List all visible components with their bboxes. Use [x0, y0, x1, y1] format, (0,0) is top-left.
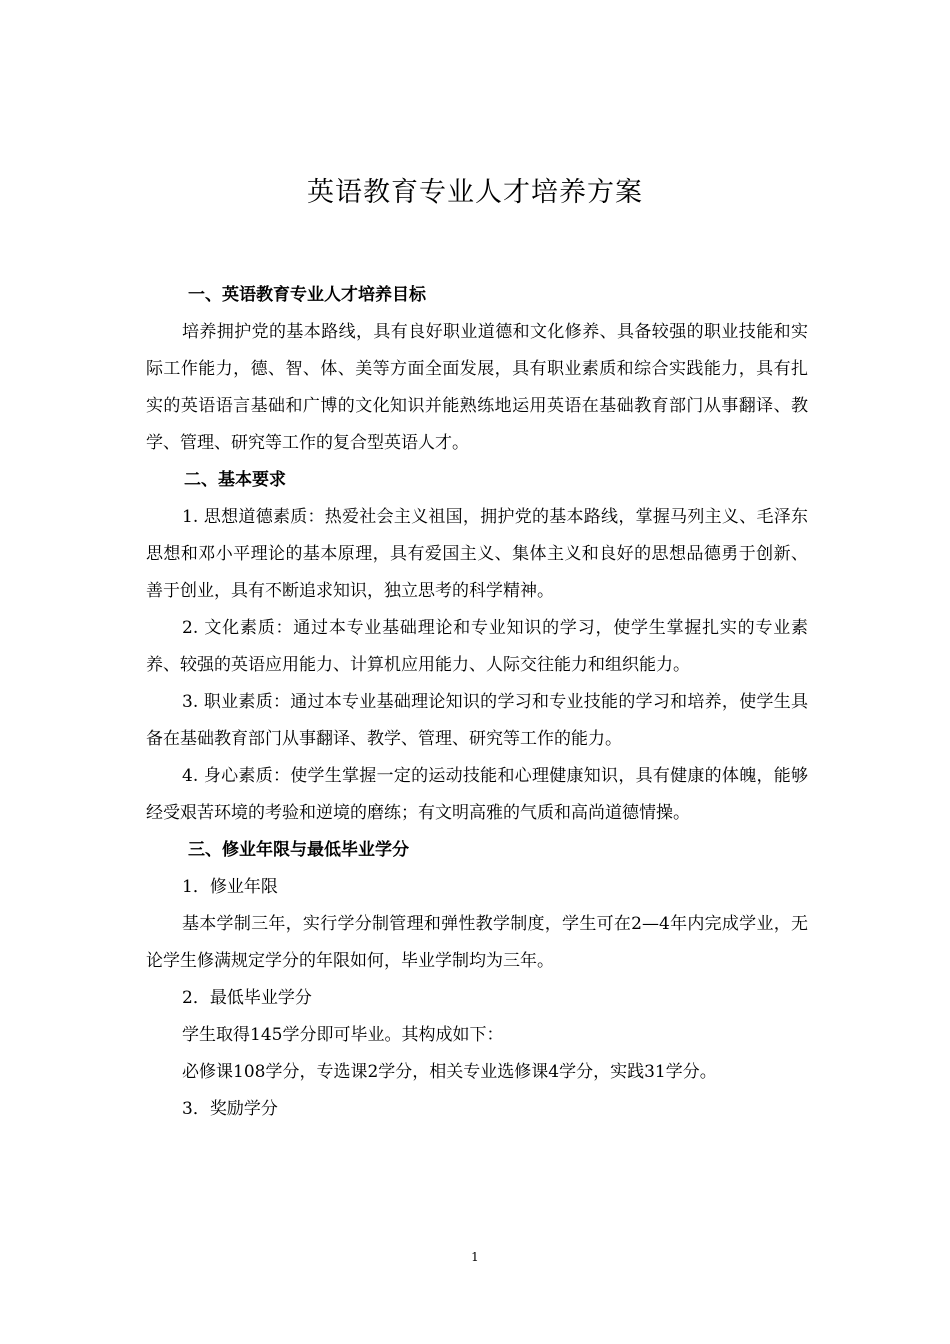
subheading-min-credits: 2．最低毕业学分 — [182, 988, 312, 1008]
credits-breakdown-line: 必修课108学分，专选课2学分，相关专业选修课4学分，实践31学分。 — [182, 1062, 717, 1082]
document-body — [146, 277, 808, 1128]
section-heading-3: 三、修业年限与最低毕业学分 — [188, 840, 409, 860]
study-years-paragraph: 基本学制三年，实行学分制管理和弹性教学制度，学生可在2—4年内完成学业，无论学生修满规定学分的年限如何，毕业学制均为三年。 — [146, 914, 808, 971]
subheading-bonus-credits: 3．奖励学分 — [182, 1099, 278, 1119]
section-heading-2: 二、基本要求 — [184, 470, 286, 490]
credits-total-line: 学生取得145学分即可毕业。其构成如下： — [182, 1025, 504, 1045]
subheading-study-years: 1．修业年限 — [182, 877, 278, 897]
document-title: 英语教育专业人才培养方案 — [307, 177, 643, 208]
section-heading-1: 一、英语教育专业人才培养目标 — [188, 285, 426, 305]
requirement-2-paragraph: 2. 文化素质：通过本专业基础理论和专业知识的学习，使学生掌握扎实的专业素养、较强的英语应用能力、计算机应用能力、人际交往能力和组织能力。 — [146, 618, 808, 675]
page-number: 1 — [471, 1250, 479, 1264]
requirement-1-paragraph: 1. 思想道德素质：热爱社会主义祖国，拥护党的基本路线，掌握马列主义、毛泽东思想和邓小平理论的基本原理，具有爱国主义、集体主义和良好的思想品德勇于创新、善于创业，具有不断追求知识，独立思考的科学精神。 — [146, 507, 808, 601]
requirement-3-paragraph: 3. 职业素质：通过本专业基础理论知识的学习和专业技能的学习和培养，使学生具备在基础教育部门从事翻译、教学、管理、研究等工作的能力。 — [146, 692, 808, 749]
section-1-paragraph: 培养拥护党的基本路线，具有良好职业道德和文化修养、具备较强的职业技能和实际工作能力，德、智、体、美等方面全面发展，具有职业素质和综合实践能力，具有扎实的英语语言基础和广博的文化知识并能熟练地运用英语在基础教育部门从事翻译、教学、管理、研究等工作的复合型英语人才。 — [146, 322, 808, 453]
requirement-4-paragraph: 4. 身心素质：使学生掌握一定的运动技能和心理健康知识，具有健康的体魄，能够经受艰苦环境的考验和逆境的磨练；有文明高雅的气质和高尚道德情操。 — [146, 766, 808, 823]
